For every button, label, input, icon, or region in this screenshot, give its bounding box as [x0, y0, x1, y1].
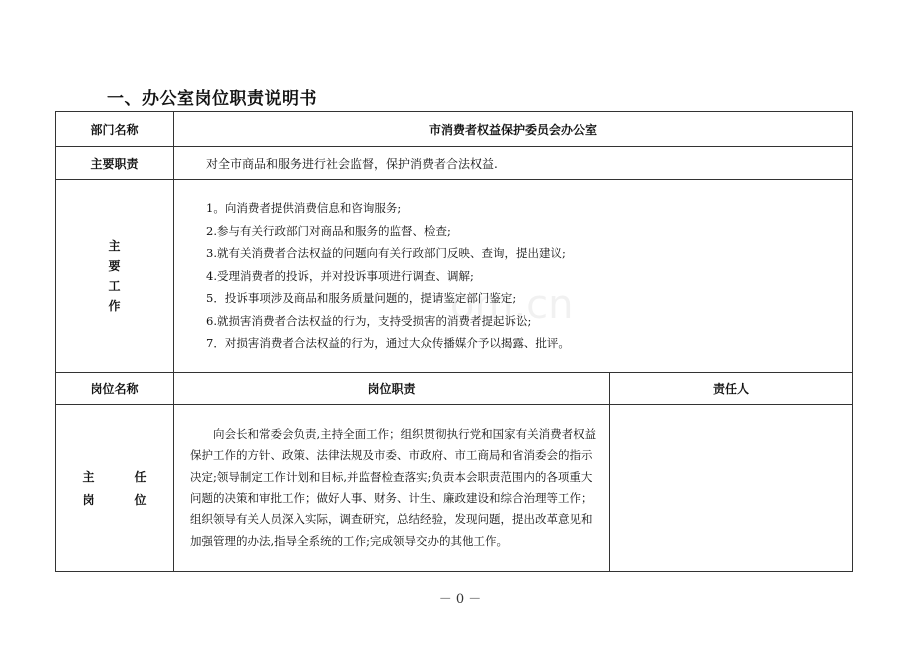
- dept-label: 部门名称: [56, 112, 174, 147]
- position-label: [56, 468, 173, 508]
- list-item: 3.就有关消费者合法权益的问题向有关行政部门反映、查询，提出建议;: [206, 246, 566, 261]
- position-duty-text: 向会长和常委会负责,主持全面工作；组织贯彻执行党和国家有关消费者权益保护工作的方针、政策、法律法规及市委、市政府、市工商局和省消委会的指示决定;领导制定工作计划和目标,并监督检查落实;负责本会职责范围内的各项重大问题的决策和审批工作；做好人事、财务、计生、廉政建设和综合治理等工作；组织领导有关人员深入实际，调查研究，总结经验，发现问题，提出改革意见和加强管理的办法,指导全系统的工作;完成领导交办的其他工作。: [174, 405, 610, 572]
- list-item: 6.就损害消费者合法权益的行为，支持受损害的消费者提起诉讼;: [206, 313, 532, 328]
- responsible-person-header: 责任人: [610, 373, 853, 405]
- position-label-char: 岗: [82, 493, 95, 507]
- position-label-char: 主: [82, 470, 95, 484]
- watermark: om.cn: [450, 282, 574, 328]
- main-work-list-cell: [174, 180, 853, 373]
- page-title: 一、办公室岗位职责说明书: [107, 89, 317, 109]
- page-number: － 0 －: [438, 592, 482, 607]
- position-label-cell: [56, 405, 174, 572]
- position-row: [56, 405, 853, 572]
- main-duty-value: 对全市商品和服务进行社会监督，保护消费者合法权益.: [174, 147, 853, 180]
- main-duty-row: [56, 147, 853, 180]
- responsible-person-value: [610, 405, 853, 572]
- list-item: 7．对损害消费者合法权益的行为，通过大众传播媒介予以揭露、批评。: [206, 336, 570, 351]
- position-header-row: [56, 373, 853, 405]
- main-work-label-char: 作: [108, 299, 121, 313]
- main-work-label-char: 要: [108, 259, 121, 273]
- position-label-char: 位: [134, 493, 147, 507]
- main-work-label-char: 工: [108, 279, 121, 293]
- dept-value: 市消费者权益保护委员会办公室: [174, 112, 853, 147]
- main-duty-label: 主要职责: [56, 147, 174, 180]
- main-work-list: [174, 197, 852, 355]
- list-item: 4.受理消费者的投诉，并对投诉事项进行调查、调解;: [206, 268, 474, 283]
- list-item: 1。向消费者提供消费信息和咨询服务;: [206, 201, 402, 216]
- list-item: 5．投诉事项涉及商品和服务质量问题的，提请鉴定部门鉴定;: [206, 291, 517, 306]
- position-duty-header: 岗位职责: [174, 373, 610, 405]
- main-work-row: [56, 180, 853, 373]
- main-work-label: [56, 180, 174, 373]
- position-name-header: 岗位名称: [56, 373, 174, 405]
- list-item: 2.参与有关行政部门对商品和服务的监督、检查;: [206, 223, 451, 238]
- position-label-char: 任: [134, 470, 147, 484]
- job-description-table: [55, 111, 853, 572]
- main-work-label-char: 主: [108, 239, 121, 253]
- dept-row: [56, 112, 853, 147]
